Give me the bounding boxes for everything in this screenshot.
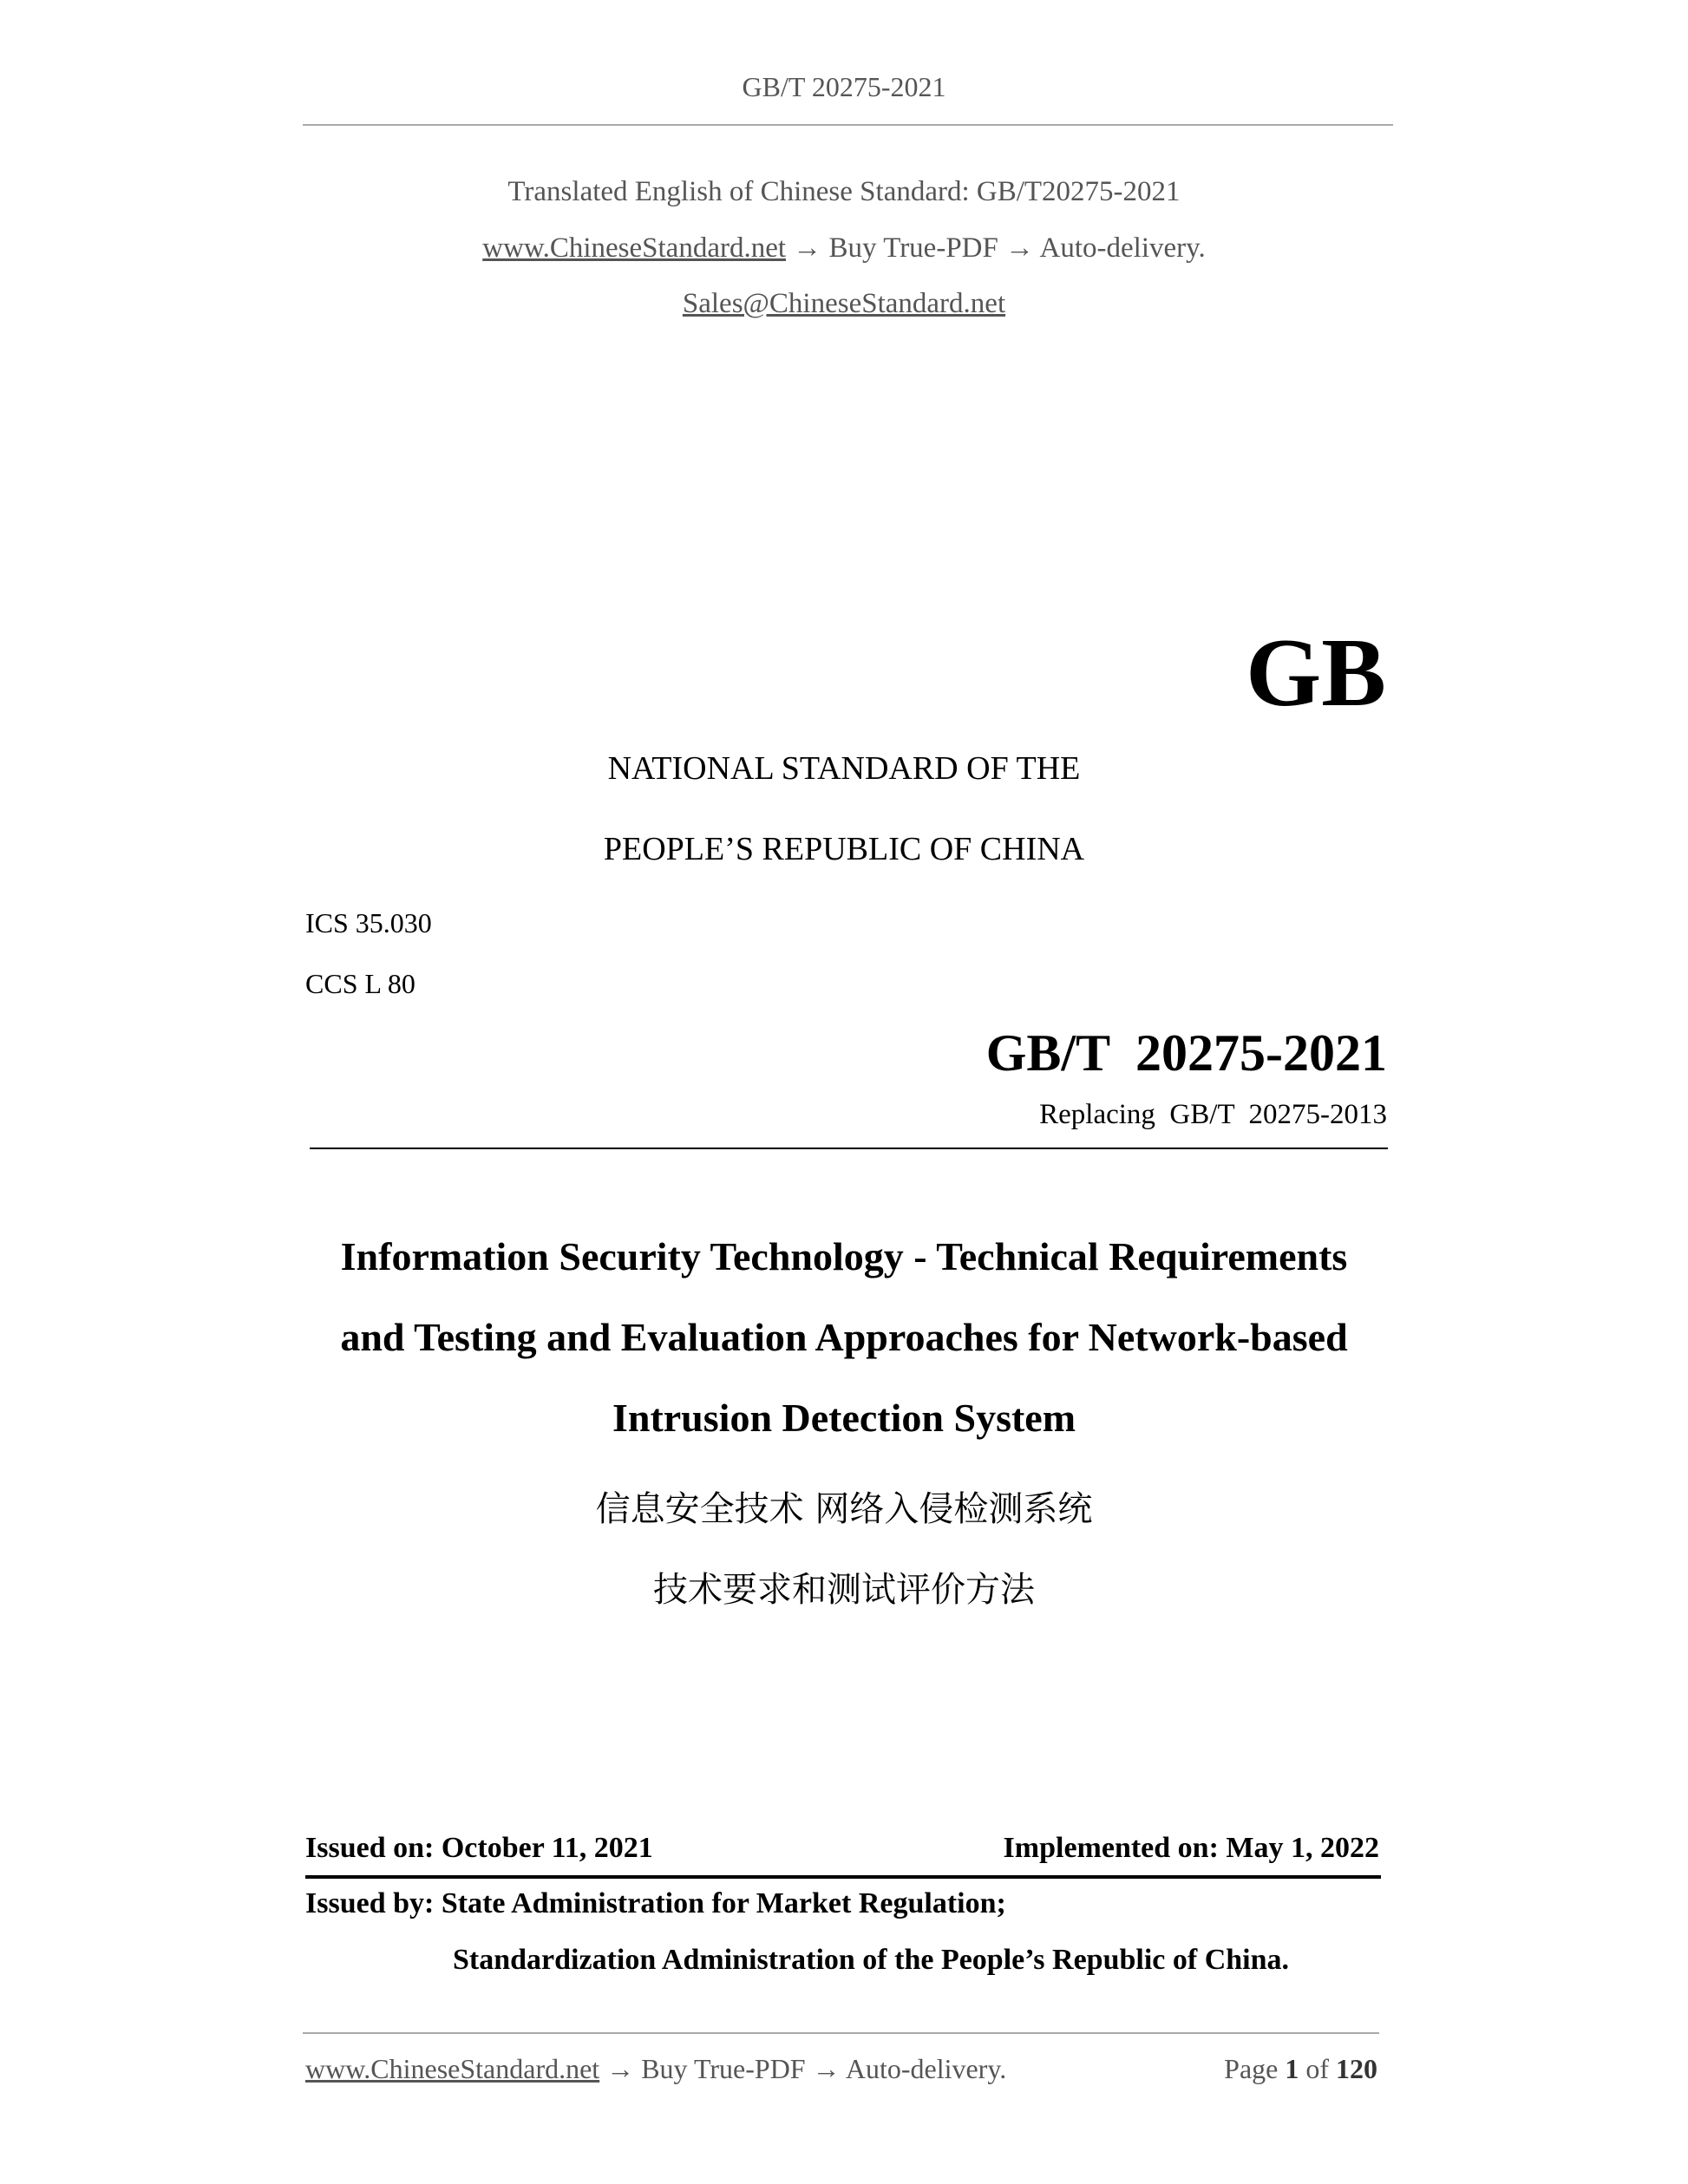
promo-email-line [0, 288, 1688, 320]
implemented-on-date: Implemented on: May 1, 2022 [1003, 1832, 1379, 1864]
chinese-title-line-2: 技术要求和测试评价方法 [653, 1570, 1035, 1610]
english-title-line-2: and Testing and Evaluation Approaches for Network-based [340, 1315, 1348, 1359]
sales-email-link[interactable]: Sales@ChineseStandard.net [682, 288, 1006, 319]
header-rule [303, 124, 1393, 126]
arrow-right-icon: → [812, 2053, 841, 2084]
issued-by: Issued by: State Administration for Market Regulation; [305, 1887, 1006, 1919]
standard-code: GB/T 20275-2021 [985, 1024, 1387, 1082]
english-title-line-1: Information Security Technology - Technical Requirements [340, 1234, 1348, 1278]
chinese-title-line-1: 信息安全技术 网络入侵检测系统 [595, 1489, 1093, 1529]
page-number: 1 [1285, 2053, 1299, 2084]
replacing-note: Replacing GB/T 20275-2013 [1039, 1099, 1387, 1130]
buy-true-pdf-text: Buy True-PDF [828, 232, 998, 264]
footer-purchase-line [305, 2053, 1006, 2085]
site-link[interactable]: www.ChineseStandard.net [482, 232, 787, 264]
footer-auto-delivery-text: Auto-delivery. [845, 2053, 1007, 2084]
ics-code: ICS 35.030 [305, 907, 432, 938]
english-title-line-3: Intrusion Detection System [612, 1396, 1076, 1440]
footer-site-link[interactable]: www.ChineseStandard.net [305, 2053, 600, 2084]
ccs-code: CCS L 80 [305, 968, 415, 999]
page-total: 120 [1336, 2053, 1377, 2084]
issued-by-second-authority: Standardization Administration of the People’s Republic of China. [453, 1944, 1290, 1976]
arrow-right-icon: → [793, 232, 822, 264]
of-label: of [1305, 2053, 1329, 2084]
dates-rule [305, 1875, 1381, 1879]
footer-buy-text: Buy True-PDF [641, 2053, 806, 2084]
gb-mark: GB [1246, 619, 1386, 727]
national-standard-line-1: NATIONAL STANDARD OF THE [607, 750, 1081, 787]
page-indicator [1224, 2053, 1377, 2085]
auto-delivery-text: Auto-delivery. [1039, 232, 1206, 264]
running-header: GB/T 20275-2021 [742, 71, 946, 102]
arrow-right-icon: → [1005, 232, 1035, 264]
promo-purchase-line [0, 232, 1688, 265]
arrow-right-icon: → [606, 2053, 635, 2084]
national-standard-line-2: PEOPLE’S REPUBLIC OF CHINA [603, 831, 1085, 867]
title-rule [310, 1148, 1388, 1149]
page-label: Page [1224, 2053, 1279, 2084]
issued-on-date: Issued on: October 11, 2021 [305, 1832, 653, 1864]
promo-title: Translated English of Chinese Standard: GB/T20275-2021 [507, 176, 1181, 207]
footer-rule [303, 2032, 1379, 2034]
